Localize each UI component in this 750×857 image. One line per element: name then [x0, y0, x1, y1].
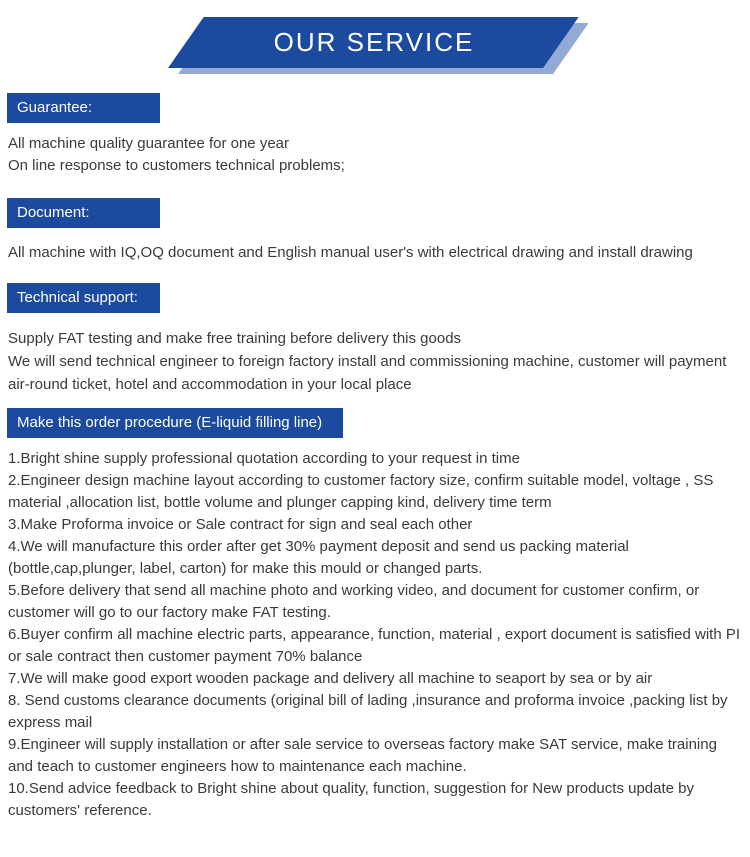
technical-support-body — [0, 327, 750, 396]
banner-title: OUR SERVICE — [273, 27, 475, 57]
procedure-item: 8. Send customs clearance documents (original bill of lading ,insurance and proforma invoice ,packing list by express mail — [8, 692, 728, 731]
procedure-item: 9.Engineer will supply installation or after sale service to overseas factory make SAT service, make training and teach to customer engineers how to maintenance each machine. — [8, 736, 717, 775]
body-line: Supply FAT testing and make free training before delivery this goods — [8, 330, 462, 347]
document-body — [0, 242, 750, 264]
procedure-item: 6.Buyer confirm all machine electric parts, appearance, function, material , export document is satisfied with PI or sale contract then customer payment 70% balance — [8, 626, 741, 665]
section-order-procedure — [0, 408, 750, 822]
procedure-item: 1.Bright shine supply professional quotation according to your request in time — [8, 450, 520, 467]
body-line: All machine with IQ,OQ document and English manual user's with electrical drawing and install drawing — [8, 244, 693, 261]
section-label-guarantee: Guarantee: — [7, 93, 160, 123]
order-procedure-list — [0, 448, 750, 822]
procedure-item: 3.Make Proforma invoice or Sale contract for sign and seal each other — [8, 516, 473, 533]
procedure-item: 7.We will make good export wooden package and delivery all machine to seaport by sea or by air — [8, 670, 653, 687]
body-line: All machine quality guarantee for one year — [8, 135, 290, 152]
guarantee-body — [0, 133, 750, 177]
body-line: On line response to customers technical problems; — [8, 157, 345, 174]
body-line: We will send technical engineer to foreign factory install and commissioning machine, customer will payment air-round ticket, hotel and accommodation in your local place — [8, 353, 727, 393]
procedure-item: 5.Before delivery that send all machine photo and working video, and document for customer confirm, or customer will go to our factory make FAT testing. — [8, 582, 700, 621]
section-label-technical-support: Technical support: — [7, 283, 160, 313]
section-label-document: Document: — [7, 198, 160, 228]
section-technical-support — [0, 283, 750, 396]
procedure-item: 2.Engineer design machine layout according to customer factory size, confirm suitable model, voltage , SS material ,allocation list, bottle volume and plunger capping kind, delivery time term — [8, 472, 714, 511]
service-banner — [0, 0, 750, 93]
section-guarantee — [0, 93, 750, 177]
procedure-item: 4.We will manufacture this order after get 30% payment deposit and send us packing material (bottle,cap,plunger, label, carton) for make this mould or changed parts. — [8, 538, 629, 577]
section-document — [0, 198, 750, 264]
section-label-order-procedure: Make this order procedure (E-liquid filling line) — [7, 408, 343, 438]
procedure-item: 10.Send advice feedback to Bright shine about quality, function, suggestion for New products update by customers' reference. — [8, 780, 694, 819]
